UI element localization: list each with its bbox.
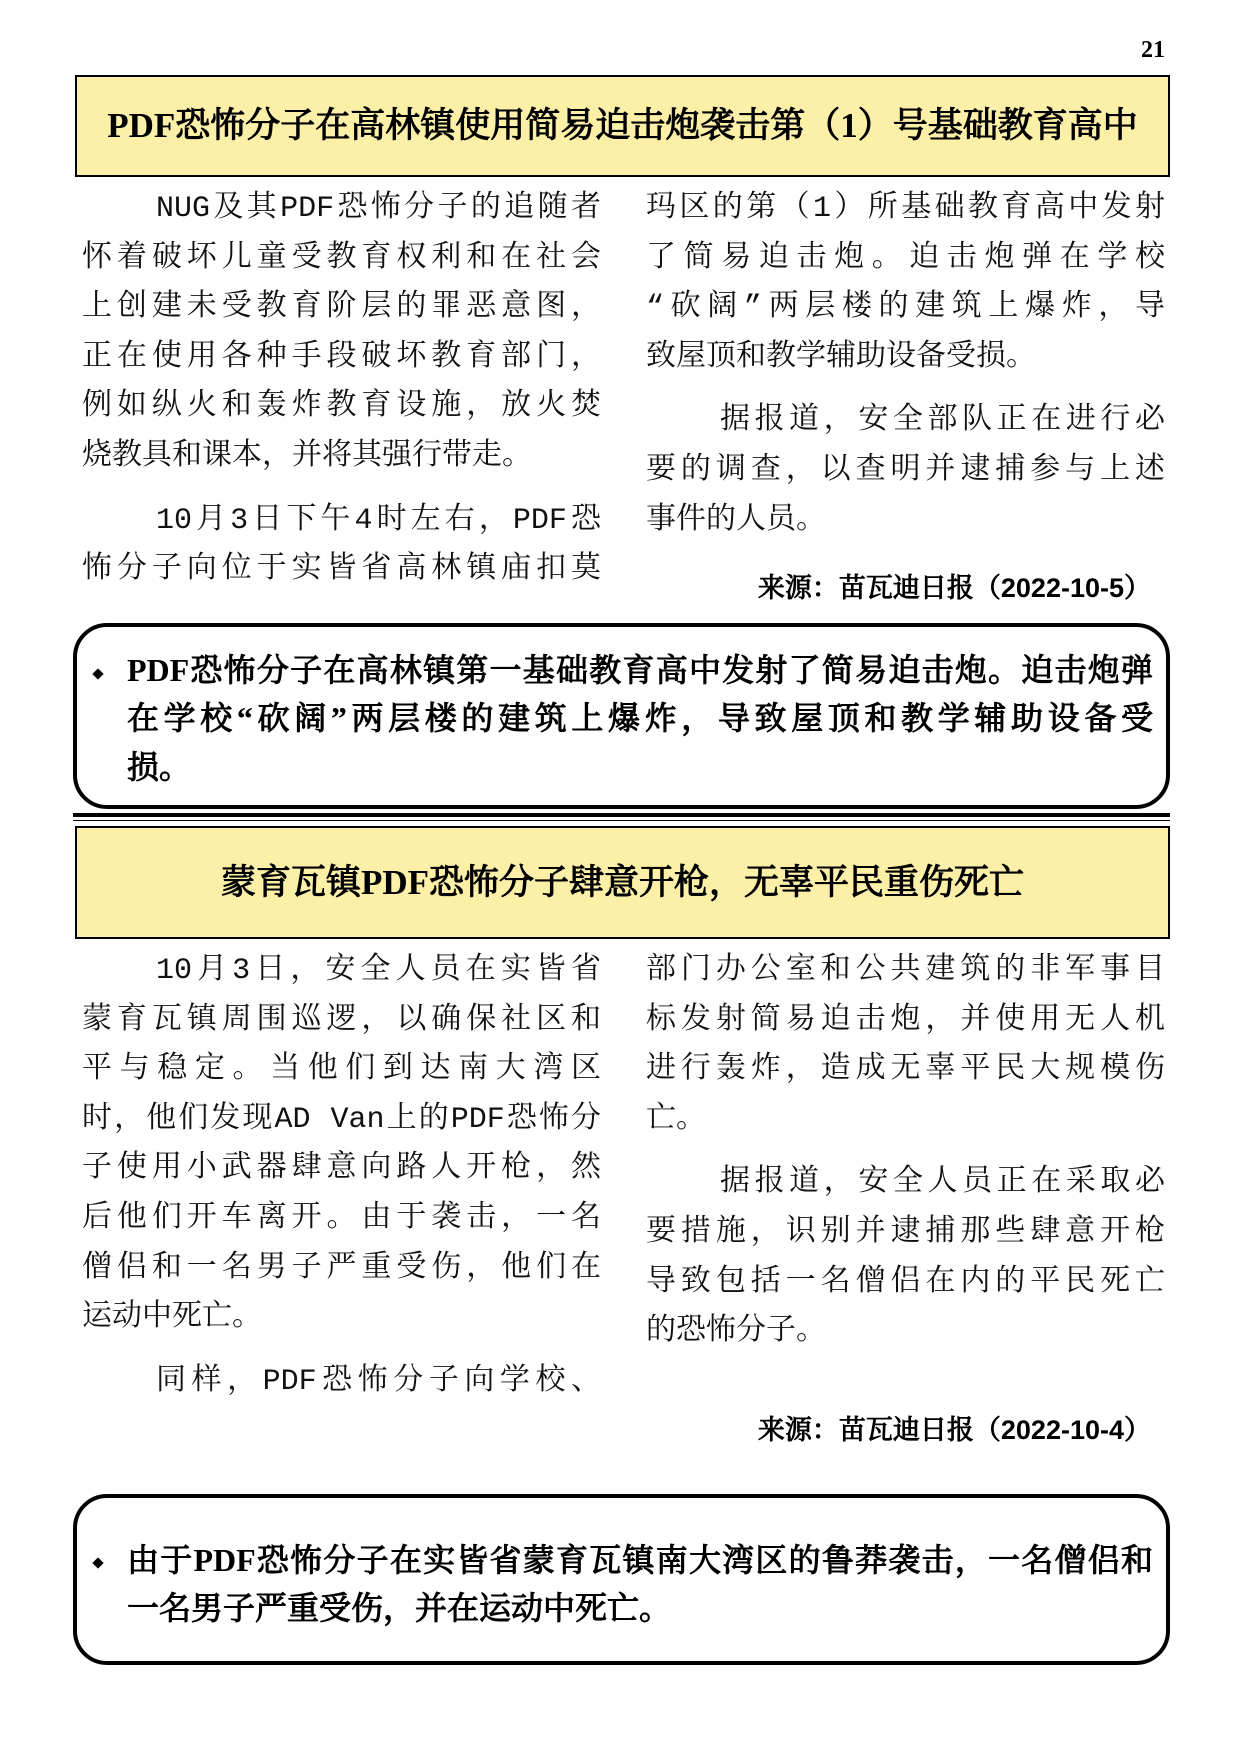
body-line: 要的调查，以查明并逮捕参与上述 bbox=[646, 453, 1165, 488]
body-line: 烧教具和课本，并将其强行带走。 bbox=[82, 439, 532, 474]
body-line: 后他们开车离开。由于袭击，一名 bbox=[82, 1201, 601, 1236]
body-line: 玛区的第（1）所基础教育高中发射 bbox=[646, 192, 1165, 226]
summary-line: 在学校“砍阔”两层楼的建筑上爆炸，导致屋顶和教学辅助设备受 bbox=[127, 700, 1153, 737]
body-line: 时，他们发现AD Van上的PDF恐怖分 bbox=[82, 1102, 601, 1137]
body-line: 10月3日，安全人员在实皆省 bbox=[156, 954, 601, 988]
article-column-right bbox=[646, 947, 1165, 1358]
summary-line: PDF恐怖分子在高林镇第一基础教育高中发射了简易迫击炮。迫击炮弹 bbox=[127, 652, 1153, 688]
body-line: 事件的人员。 bbox=[646, 503, 826, 538]
body-line: 亡。 bbox=[646, 1102, 706, 1137]
body-line: 例如纵火和轰炸教育设施，放火焚 bbox=[82, 390, 601, 425]
body-line: 据报道，安全人员正在采取必 bbox=[720, 1166, 1165, 1201]
body-line: “砍阔”两层楼的建筑上爆炸，导 bbox=[646, 291, 1165, 326]
summary-box bbox=[73, 623, 1170, 809]
body-line: 要措施，识别并逮捕那些肆意开枪 bbox=[646, 1215, 1165, 1250]
body-line: 子使用小武器肆意向路人开枪，然 bbox=[82, 1152, 601, 1187]
summary-line: 由于PDF恐怖分子在实皆省蒙育瓦镇南大湾区的鲁莽袭击，一名僧侣和 bbox=[127, 1542, 1153, 1578]
body-line: 部门办公室和公共建筑的非军事目 bbox=[646, 954, 1165, 988]
headline-banner bbox=[75, 75, 1170, 177]
body-line: 僧侣和一名男子严重受伤，他们在 bbox=[82, 1251, 601, 1286]
headline-title: 蒙育瓦镇PDF恐怖分子肆意开枪，无辜平民重伤死亡 bbox=[220, 862, 1025, 902]
article-column-right bbox=[646, 185, 1165, 546]
article-column-left bbox=[82, 185, 601, 596]
source-credit: 来源：苗瓦迪日报（2022-10-5） bbox=[757, 573, 1151, 603]
body-line: 怖分子向位于实皆省高林镇庙扣莫 bbox=[82, 553, 601, 588]
summary-line: 损。 bbox=[127, 748, 192, 785]
body-line: 据报道，安全部队正在进行必 bbox=[720, 404, 1165, 439]
source-credit: 来源：苗瓦迪日报（2022-10-4） bbox=[757, 1415, 1151, 1445]
body-line: 正在使用各种手段破坏教育部门， bbox=[82, 340, 601, 375]
body-line: 蒙育瓦镇周围巡逻，以确保社区和 bbox=[82, 1003, 601, 1038]
body-line: 的恐怖分子。 bbox=[646, 1315, 826, 1350]
body-line: 平与稳定。当他们到达南大湾区 bbox=[82, 1053, 601, 1088]
summary-line: 一名男子严重受伤，并在运动中死亡。 bbox=[127, 1590, 672, 1627]
page-number: 21 bbox=[1141, 37, 1165, 63]
body-line: 上创建未受教育阶层的罪恶意图， bbox=[82, 291, 601, 326]
body-line: 标发射简易迫击炮，并使用无人机 bbox=[646, 1003, 1165, 1038]
article-column-left bbox=[82, 947, 601, 1407]
body-line: 致屋顶和教学辅助设备受损。 bbox=[646, 340, 1036, 375]
diamond-bullet-icon bbox=[92, 668, 103, 679]
diamond-bullet-icon bbox=[92, 1557, 103, 1568]
body-line: NUG及其PDF恐怖分子的追随者 bbox=[156, 192, 601, 226]
body-line: 10月3日下午4时左右，PDF恐 bbox=[156, 503, 601, 538]
body-line: 了简易迫击炮。迫击炮弹在学校 bbox=[646, 241, 1165, 276]
body-line: 导致包括一名僧侣在内的平民死亡 bbox=[646, 1265, 1165, 1300]
headline-banner bbox=[75, 826, 1170, 939]
section-divider bbox=[73, 813, 1170, 821]
body-line: 运动中死亡。 bbox=[82, 1301, 262, 1336]
body-line: 同样，PDF恐怖分子向学校、 bbox=[156, 1364, 601, 1399]
headline-title: PDF恐怖分子在高林镇使用简易迫击炮袭击第（1）号基础教育高中 bbox=[107, 106, 1138, 145]
summary-box bbox=[73, 1494, 1170, 1665]
body-line: 进行轰炸，造成无辜平民大规模伤 bbox=[646, 1053, 1165, 1088]
body-line: 怀着破坏儿童受教育权利和在社会 bbox=[82, 241, 601, 276]
